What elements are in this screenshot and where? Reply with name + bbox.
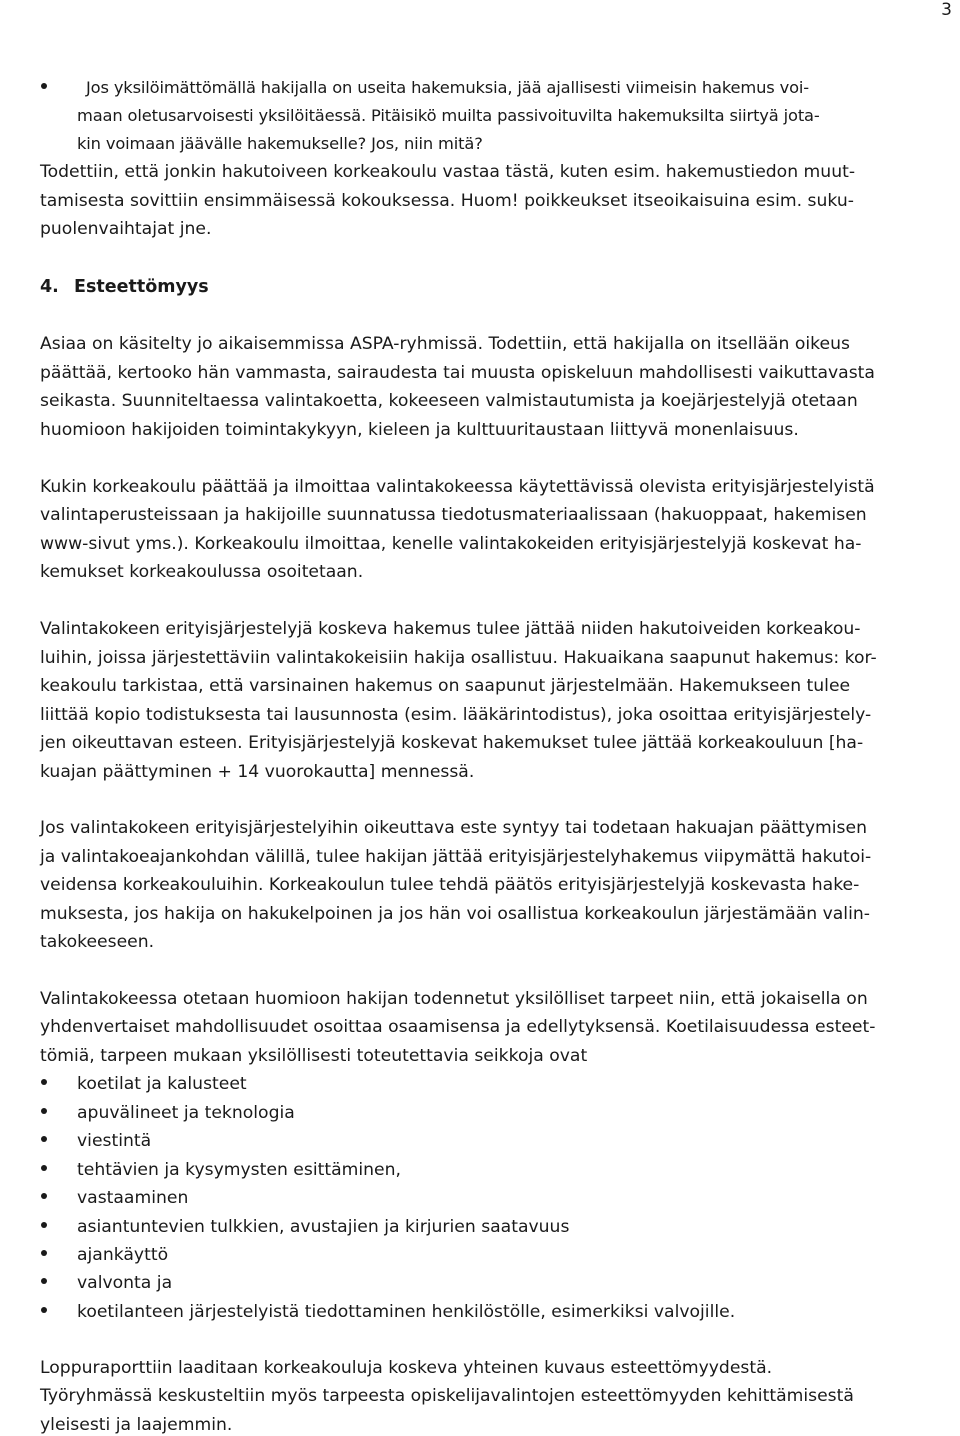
top-item-line: Todettiin, että jonkin hakutoiveen korkeakoulu vastaa tästä, kuten esim. hakemustiedon muut- [40, 162, 856, 182]
paragraph-line: Kukin korkeakoulu päättää ja ilmoittaa valintakokeessa käytettävissä olevista erityisjärjestelyistä [40, 477, 875, 497]
list-bullet [41, 1278, 47, 1284]
list-item: vastaaminen [77, 1188, 189, 1208]
paragraph-line: muksesta, jos hakija on hakukelpoinen ja jos hän voi osallistua korkeakoulun järjestämään valin- [40, 904, 870, 924]
paragraph-line: veidensa korkeakouluihin. Korkeakoulun tulee tehdä päätös erityisjärjestelyjä koskevasta hake- [40, 875, 860, 895]
paragraph-line: Loppuraporttiin laaditaan korkeakouluja koskeva yhteinen kuvaus esteettömyydestä. [40, 1358, 773, 1378]
paragraph-line: valintaperusteissaan ja hakijoille suunnatussa tiedotusmateriaalissaan (hakuoppaat, hakemisen [40, 505, 867, 525]
list-bullet [41, 1222, 47, 1228]
section-heading [40, 277, 209, 297]
paragraph-line: kemukset korkeakoulussa osoitetaan. [40, 562, 364, 582]
list-item: tehtävien ja kysymysten esittäminen, [77, 1160, 401, 1180]
top-item-line: puolenvaihtajat jne. [40, 219, 212, 239]
list-bullet [41, 1136, 47, 1142]
list-bullet [41, 1079, 47, 1085]
paragraph-line: Asiaa on käsitelty jo aikaisemmissa ASPA-ryhmissä. Todettiin, että hakijalla on itsellään oikeus [40, 334, 850, 354]
paragraph-line: yhdenvertaiset mahdollisuudet osoittaa osaamisensa ja edellytyksensä. Koetilaisuudessa esteet- [40, 1017, 876, 1037]
paragraph-line: seikasta. Suunniteltaessa valintakoetta, kokeeseen valmistautumista ja koejärjestelyjä otetaan [40, 391, 858, 411]
paragraph-line: ja valintakoeajankohdan välillä, tulee hakijan jättää erityisjärjestelyhakemus viipymättä hakutoi- [40, 847, 872, 867]
paragraph-line: takokeeseen. [40, 932, 155, 952]
paragraph-line: Jos valintakokeen erityisjärjestelyihin oikeuttava este syntyy tai todetaan hakuajan päättymisen [40, 818, 867, 838]
paragraph-line: yleisesti ja laajemmin. [40, 1415, 233, 1435]
top-item-bullet [41, 83, 47, 89]
top-item-line: kin voimaan jäävälle hakemukselle? Jos, niin mitä? [77, 134, 483, 153]
list-item: ajankäyttö [77, 1245, 169, 1265]
paragraph-line: päättää, kertooko hän vammasta, sairaudesta tai muusta opiskeluun mahdollisesti vaikuttavasta [40, 363, 875, 383]
paragraph-line: Valintakokeen erityisjärjestelyjä koskeva hakemus tulee jättää niiden hakutoiveiden korkeakou- [40, 619, 861, 639]
paragraph-line: Työryhmässä keskusteltiin myös tarpeesta opiskelijavalintojen esteettömyyden kehittämisestä [40, 1386, 854, 1406]
list-bullet [41, 1250, 47, 1256]
paragraph-line: kuajan päättyminen + 14 vuorokautta] mennessä. [40, 762, 475, 782]
page-number: 3 [941, 0, 952, 20]
list-bullet [41, 1193, 47, 1199]
top-item-line: maan oletusarvoisesti yksilöitäessä. Pitäisikö muilta passivoituvilta hakemuksilta siirtyä jota- [77, 106, 820, 125]
list-item: viestintä [77, 1131, 152, 1151]
section-title: Esteettömyys [74, 277, 209, 297]
list-bullet [41, 1108, 47, 1114]
list-item: asiantuntevien tulkkien, avustajien ja kirjurien saatavuus [77, 1217, 570, 1237]
section-number: 4. [40, 277, 59, 297]
list-item: koetilanteen järjestelyistä tiedottaminen henkilöstölle, esimerkiksi valvojille. [77, 1302, 736, 1322]
paragraph-line: Valintakokeessa otetaan huomioon hakijan todennetut yksilölliset tarpeet niin, että jokaisella on [40, 989, 868, 1009]
list-item: apuvälineet ja teknologia [77, 1103, 295, 1123]
paragraph-line: www-sivut yms.). Korkeakoulu ilmoittaa, kenelle valintakokeiden erityisjärjestelyjä koskevat ha- [40, 534, 862, 554]
list-bullet [41, 1165, 47, 1171]
list-item: valvonta ja [77, 1273, 173, 1293]
paragraph-line: liittää kopio todistuksesta tai lausunnosta (esim. lääkärintodistus), joka osoittaa erityisjärjestely- [40, 705, 872, 725]
paragraph-line: tömiä, tarpeen mukaan yksilöllisesti toteutettavia seikkoja ovat [40, 1046, 588, 1066]
list-item: koetilat ja kalusteet [77, 1074, 247, 1094]
paragraph-line: huomioon hakijoiden toimintakykyyn, kieleen ja kulttuuritaustaan liittyvä monenlaisuus. [40, 420, 799, 440]
list-bullet [41, 1307, 47, 1313]
paragraph-line: keakoulu tarkistaa, että varsinainen hakemus on saapunut järjestelmään. Hakemukseen tulee [40, 676, 851, 696]
top-item-line: tamisesta sovittiin ensimmäisessä kokouksessa. Huom! poikkeukset itseoikaisuina esim. suku- [40, 191, 854, 211]
paragraph-line: jen oikeuttavan esteen. Erityisjärjestelyjä koskevat hakemukset tulee jättää korkeakouluun [ha- [40, 733, 864, 753]
paragraph-line: luihin, joissa järjestettäviin valintakokeisiin hakija osallistuu. Hakuaikana saapunut hakemus: kor- [40, 648, 877, 668]
top-item-line: Jos yksilöimättömällä hakijalla on useita hakemuksia, jää ajallisesti viimeisin hakemus voi- [86, 78, 810, 97]
